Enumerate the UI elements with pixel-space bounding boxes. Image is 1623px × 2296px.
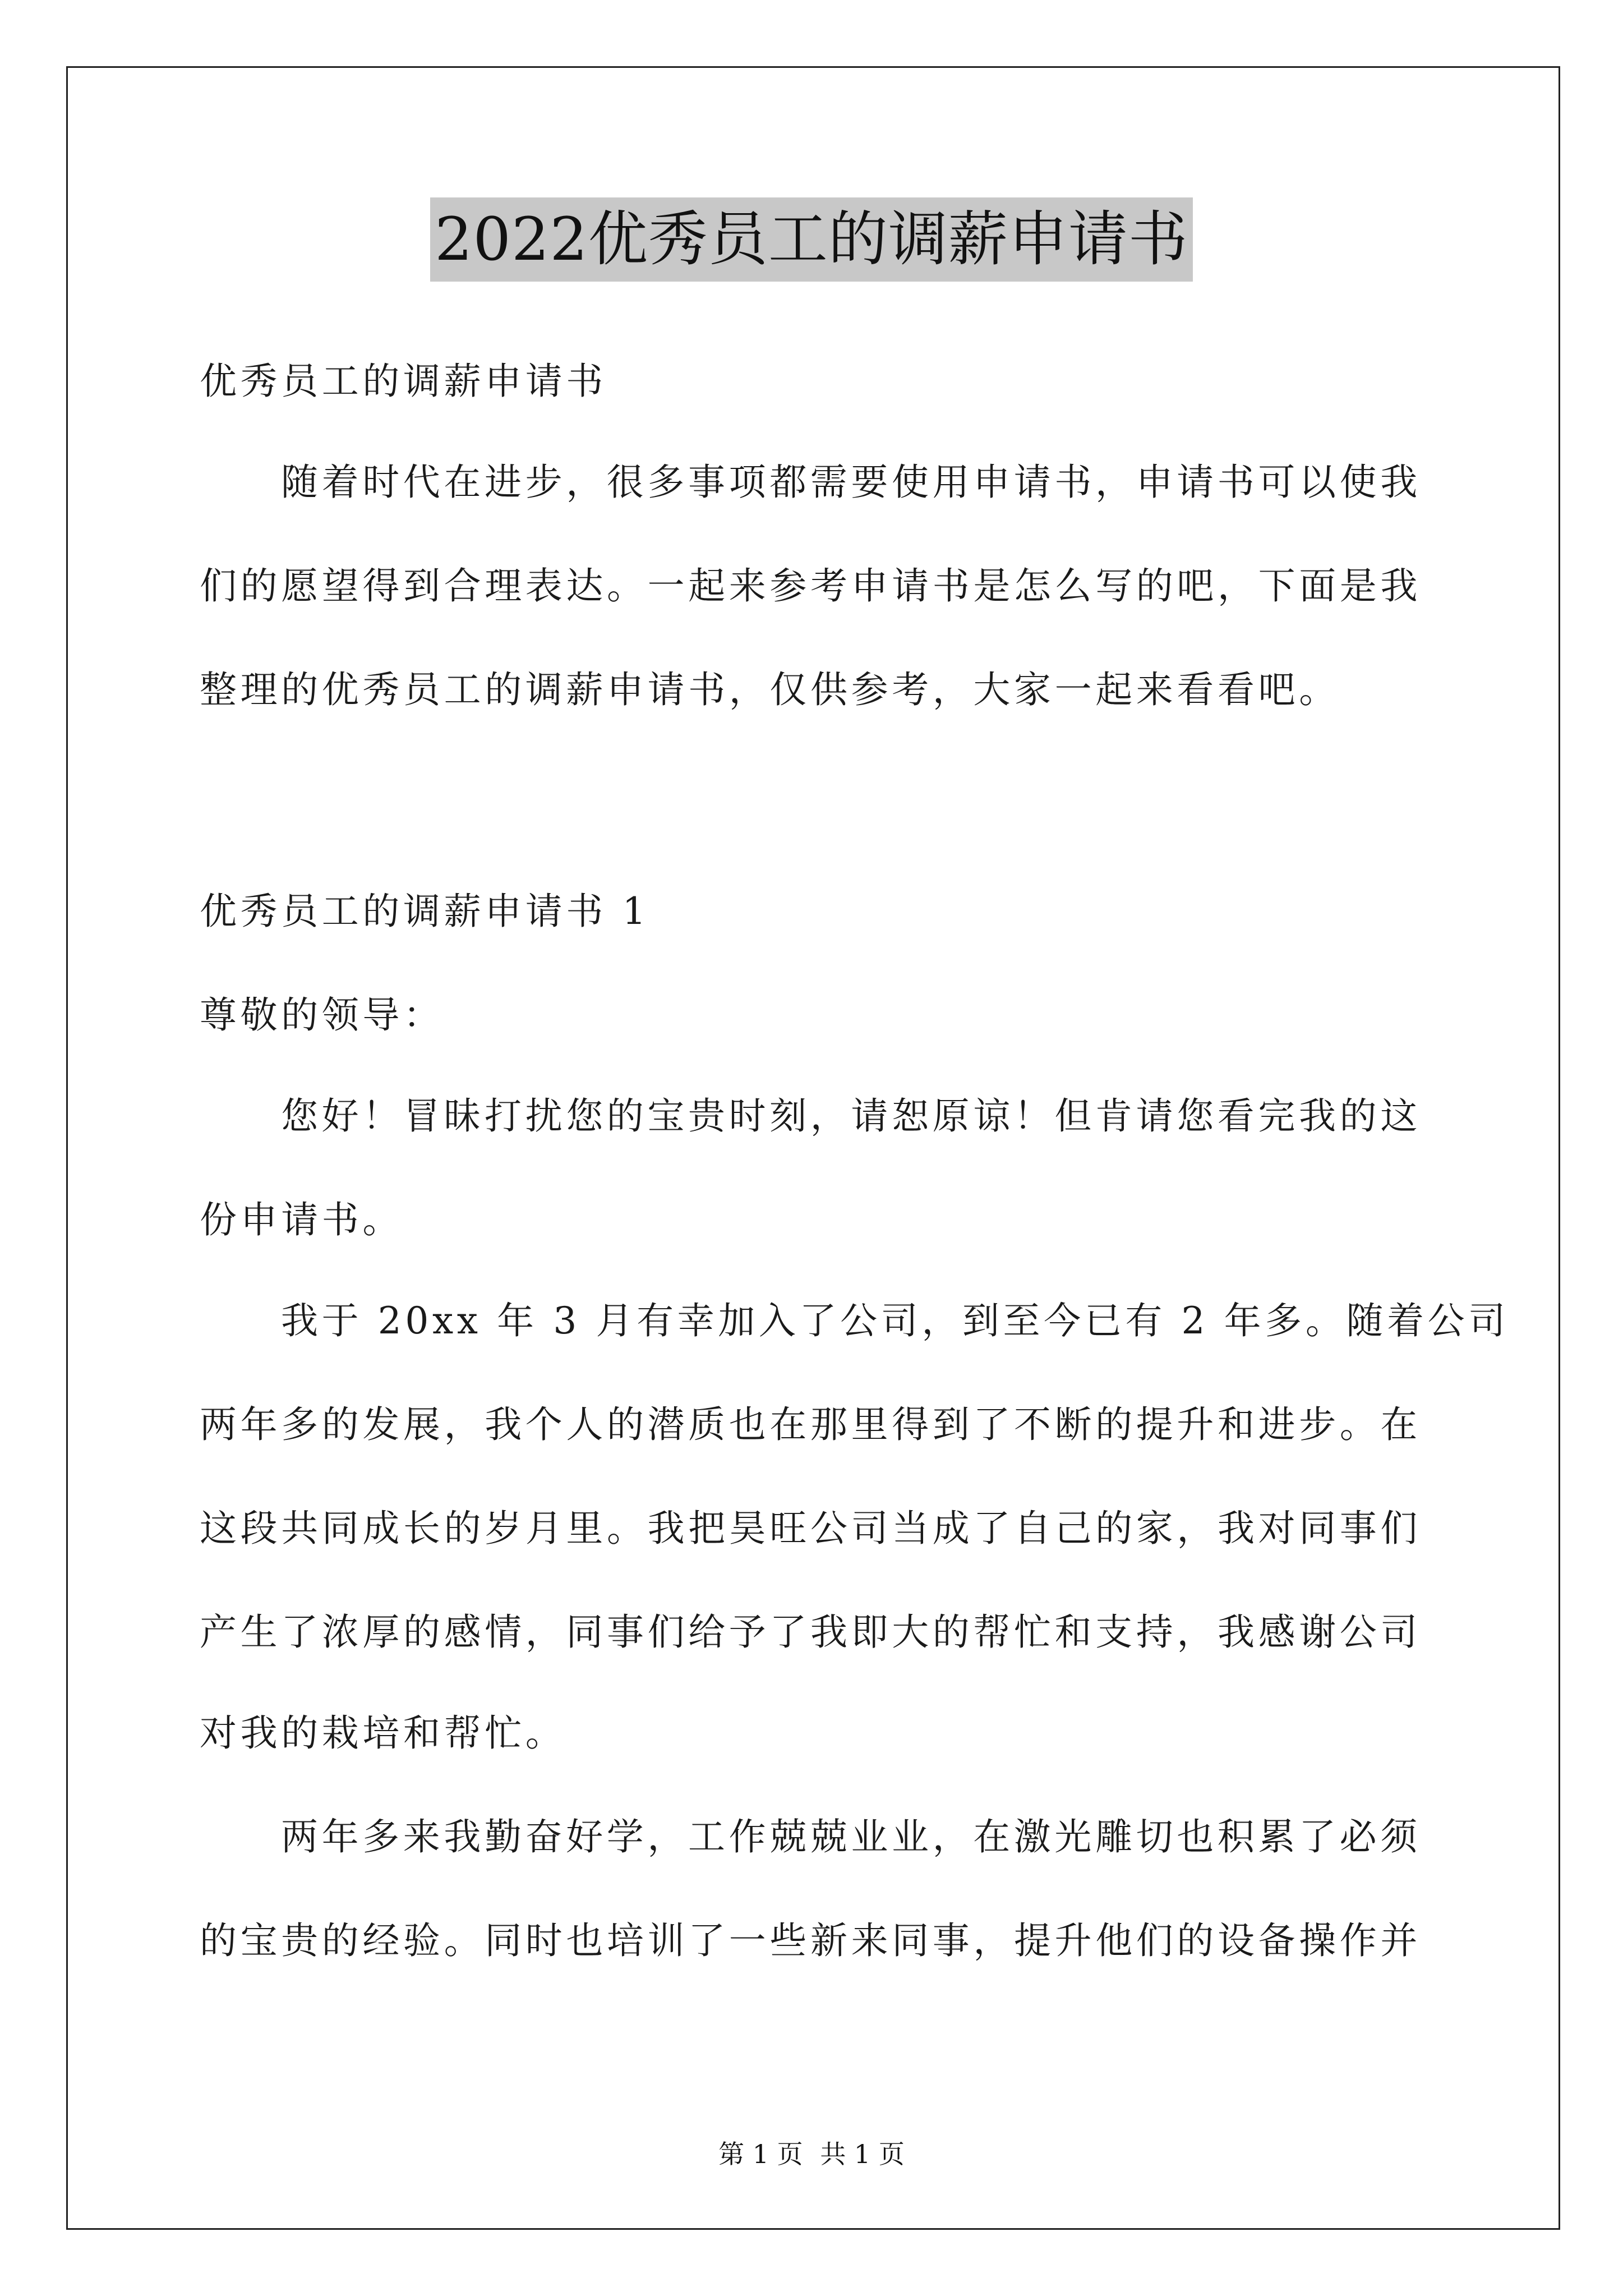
section-heading: 优秀员工的调薪申请书 1 bbox=[200, 890, 650, 933]
page-number-total: 共 1 页 bbox=[820, 2139, 905, 2169]
paragraph-line: 这段共同成长的岁月里。我把昊旺公司当成了自己的家，我对同事们 bbox=[200, 1507, 1421, 1550]
paragraph-line: 的宝贵的经验。同时也培训了一些新来同事，提升他们的设备操作并 bbox=[200, 1919, 1421, 1962]
paragraph-line: 两年多来我勤奋好学，工作兢兢业业，在激光雕切也积累了必须 bbox=[281, 1815, 1421, 1858]
paragraph-line: 两年多的发展，我个人的潜质也在那里得到了不断的提升和进步。在 bbox=[200, 1403, 1421, 1446]
paragraph-line: 份申请书。 bbox=[200, 1198, 403, 1241]
paragraph-line: 您好！冒昧打扰您的宝贵时刻，请恕原谅！但肯请您看完我的这 bbox=[281, 1094, 1421, 1138]
page-number-current: 第 1 页 bbox=[718, 2139, 803, 2169]
paragraph-line: 我于 20xx 年 3 月有幸加入了公司，到至今已有 2 年多。随着公司 bbox=[281, 1299, 1509, 1342]
page-footer bbox=[0, 2137, 1623, 2171]
paragraph-line: 们的愿望得到合理表达。一起来参考申请书是怎么写的吧，下面是我 bbox=[200, 564, 1421, 608]
paragraph-line: 产生了浓厚的感情，同事们给予了我即大的帮忙和支持，我感谢公司 bbox=[200, 1611, 1421, 1654]
paragraph-line: 对我的栽培和帮忙。 bbox=[200, 1711, 566, 1755]
salutation: 尊敬的领导： bbox=[200, 993, 444, 1037]
paragraph-line: 随着时代在进步，很多事项都需要使用申请书，申请书可以使我 bbox=[281, 461, 1421, 504]
subtitle-line: 优秀员工的调薪申请书 bbox=[200, 360, 607, 403]
title-container bbox=[0, 197, 1623, 282]
document-title: 2022优秀员工的调薪申请书 bbox=[430, 197, 1193, 282]
paragraph-line: 整理的优秀员工的调薪申请书，仅供参考，大家一起来看看吧。 bbox=[200, 668, 1340, 711]
